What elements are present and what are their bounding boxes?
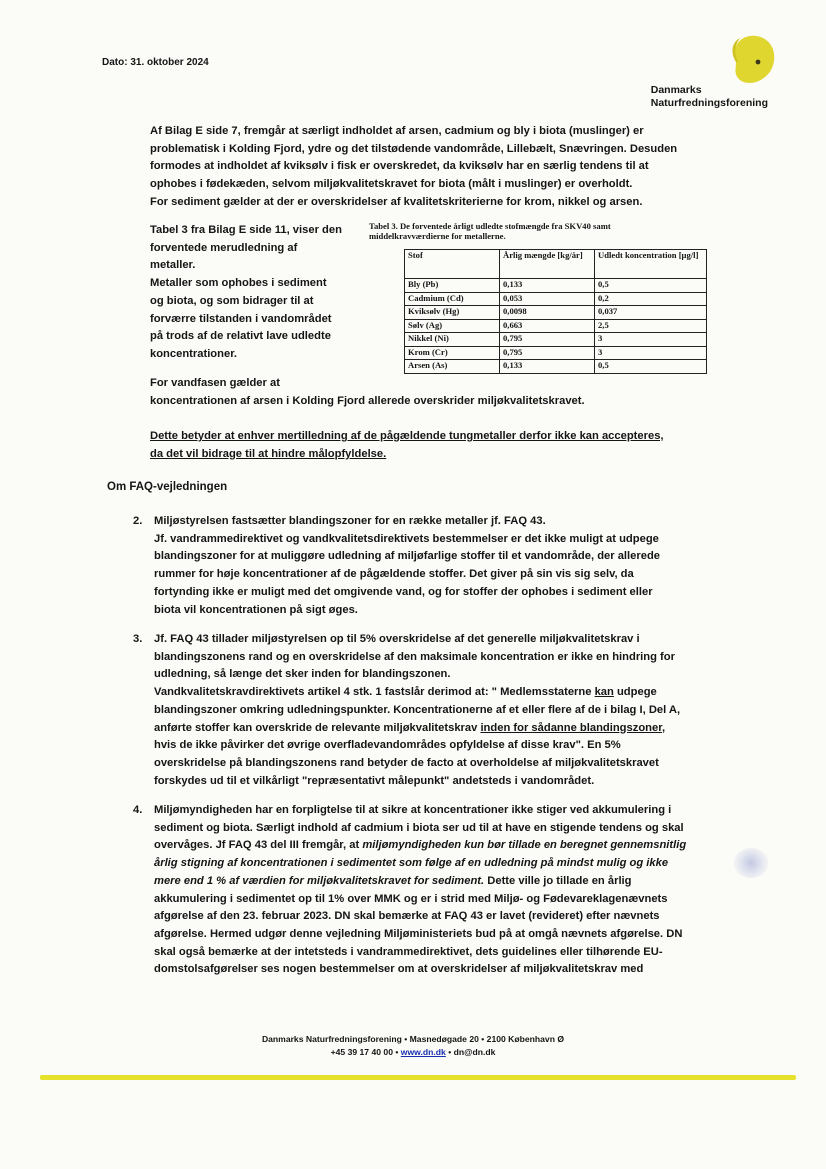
organization-name <box>651 84 768 110</box>
section-heading: Om FAQ-vejledningen <box>107 481 228 493</box>
table-intro-paragraph <box>150 222 365 364</box>
text-line: da det vil bidrage til at hindre målopfyldelse. <box>150 447 387 460</box>
text-line: årlig stigning af koncentrationen i sedimentet som følge af en udledning på mindst mulig og ikke <box>154 857 669 870</box>
text-fragment: Dette ville jo tillade en årlig <box>484 874 632 887</box>
text-line: blandingszonens rand og en overskridelse af den maksimale koncentration er ikke en hindring for <box>154 650 675 663</box>
org-name-line2: Naturfredningsforening <box>650 97 768 109</box>
text-line: koncentrationer. <box>150 347 238 360</box>
text-line: Af Bilag E side 7, fremgår at særligt indholdet af arsen, cadmium og bly i biota (muslinger) er <box>150 125 644 137</box>
footer-contact <box>0 1046 826 1059</box>
conclusion-paragraph <box>150 428 730 463</box>
footer-website-link[interactable]: www.dn.dk <box>400 1047 446 1057</box>
metals-table-block <box>369 221 714 374</box>
text-line <box>154 837 724 855</box>
table-cell: Kviksølv (Hg) <box>405 306 500 320</box>
underlined-text: inden for sådanne blandingszoner <box>480 721 662 734</box>
table-header-cell: Stof <box>405 250 500 279</box>
table-cell: 0,663 <box>500 319 595 333</box>
table-row <box>405 346 707 360</box>
italic-text: miljømyndigheden kun bør tillade en beregnet gennemsnitlig <box>362 839 687 852</box>
table-cell: Cadmium (Cd) <box>405 292 500 306</box>
table-cell: 0,5 <box>595 279 707 293</box>
list-item-body <box>154 631 724 790</box>
text-line: Dette betyder at enhver mertilledning af de pågældende tungmetaller derfor ikke kan accepteres, <box>150 430 664 442</box>
text-line: rummer for høje koncentrationer af de pågældende stoffer. Det giver på sin vis sig selv, da <box>154 568 634 581</box>
document-date: Dato: 31. oktober 2024 <box>102 57 209 68</box>
text-line: For vandfasen gælder at <box>150 377 280 389</box>
list-number: 4. <box>133 804 143 816</box>
text-line: udledning, så længe det sker inden for blandingszonen. <box>154 668 451 681</box>
text-line: sediment og biota. Særligt indhold af cadmium i biota ser ud til at have en stigende tendens og skal <box>154 821 684 834</box>
table-row <box>405 306 707 320</box>
text-line: Tabel 3 fra Bilag E side 11, viser den <box>150 224 342 236</box>
text-line: Miljømyndigheden har en forpligtelse til at sikre at koncentrationer ikke stiger ved akkumulering i <box>154 804 672 816</box>
footer-yellow-bar <box>40 1075 796 1080</box>
text-line: og biota, og som bidrager til at <box>150 294 314 307</box>
list-item-body <box>154 802 724 979</box>
table-cell: 3 <box>595 333 707 347</box>
table-cell: 3 <box>595 346 707 360</box>
table-cell: 0,037 <box>595 306 707 320</box>
list-item-body <box>154 513 724 619</box>
text-line: Metaller som ophobes i sediment <box>150 277 327 290</box>
text-line: forventede merudledning af <box>150 241 298 254</box>
table-cell: 0,5 <box>595 360 707 374</box>
caption-line: Tabel 3. De forventede årligt udledte stofmængde fra SKV40 samt <box>369 221 611 231</box>
table-row <box>405 360 707 374</box>
table-cell: 0,0098 <box>500 306 595 320</box>
text-line: på trods af de relativt lave udledte <box>150 330 331 343</box>
text-line: skal også bemærke at der intetsteds i vandrammedirektivet, dets guidelines eller tilhørende EU- <box>154 945 663 958</box>
text-line: forværre tilstanden i vandområdet <box>150 312 332 325</box>
text-line: problematisk i Kolding Fjord, ydre og det tilstødende vandområde, Lillebælt, Snævringen. Desuden <box>150 142 678 155</box>
footer-email: • dn@dn.dk <box>445 1047 496 1057</box>
list-number: 3. <box>133 633 143 645</box>
text-line: Miljøstyrelsen fastsætter blandingszoner for en række metaller jf. FAQ 43. <box>154 515 546 527</box>
text-fragment: Vandkvalitetskravdirektivets artikel 4 stk. 1 fastslår derimod at: " Medlemsstaterne <box>154 686 595 699</box>
page-footer <box>0 1033 826 1059</box>
water-phase-paragraph <box>150 375 730 410</box>
table-cell: Nikkel (Ni) <box>405 333 500 347</box>
text-line: afgørelse. Hermed udgør denne vejledning Miljøministeriets bud på at omgå nævnets afgørelse. DN <box>154 927 683 940</box>
footer-address: Danmarks Naturfredningsforening • Masnedøgade 20 • 2100 København Ø <box>261 1034 565 1044</box>
text-line: blandingszoner for at muliggøre udledning af miljøfarlige stoffer til et vandområde, der allerede <box>154 550 660 563</box>
table-cell: 0,2 <box>595 292 707 306</box>
text-line: metaller. <box>150 259 196 272</box>
table-row <box>405 279 707 293</box>
table-caption <box>369 221 714 241</box>
intro-paragraph <box>150 123 710 212</box>
table-cell: 0,795 <box>500 346 595 360</box>
table-row <box>405 319 707 333</box>
org-name-line1: Danmarks <box>650 84 702 96</box>
table-header-row <box>405 250 707 279</box>
scan-smudge <box>734 848 768 878</box>
footer-phone: +45 39 17 40 00 • <box>330 1047 401 1057</box>
table-cell: Bly (Pb) <box>405 279 500 293</box>
table-header-cell: Udledt koncentration [µg/l] <box>595 250 707 279</box>
table-cell: Arsen (As) <box>405 360 500 374</box>
table-row <box>405 333 707 347</box>
italic-text: mere end 1 % af værdien for miljøkvalitetskravet for sediment. <box>154 874 485 887</box>
text-line: domstolsafgørelser ses nogen bestemmelser om at overskridelser af miljøkvalitetskrav med <box>154 963 644 976</box>
text-fragment: overvåges. Jf FAQ 43 del III fremgår, at <box>154 839 363 852</box>
text-line: fortynding ikke er muligt med det omgivende vand, og for stoffer der ophobes i sediment eller <box>154 585 653 598</box>
table-row <box>405 292 707 306</box>
text-line: Jf. FAQ 43 tillader miljøstyrelsen op til 5% overskridelse af det generelle miljøkvalitetskrav i <box>154 633 640 645</box>
text-fragment: , <box>661 721 666 734</box>
text-line: overskridelse på blandingszonens rand betyder de facto at overholdelse af miljøkvalitetskravet <box>154 756 659 769</box>
text-line <box>154 684 724 702</box>
dn-butterfly-logo-icon <box>716 32 780 92</box>
text-fragment: anførte stoffer kan overskride de relevante miljøkvalitetskrav <box>154 721 481 734</box>
table-cell: Krom (Cr) <box>405 346 500 360</box>
text-line <box>154 720 724 738</box>
text-line: forskydes ud til et vilkårligt "repræsentativt målepunkt" andetsteds i vandområdet. <box>154 774 595 787</box>
table-header-cell: Årlig mængde [kg/år] <box>500 250 595 279</box>
text-line: hvis de ikke påvirker det øvrige overfladevandområdes opfyldelse af disse krav". En 5% <box>154 739 621 752</box>
table-cell: 0,795 <box>500 333 595 347</box>
text-line: koncentrationen af arsen i Kolding Fjord allerede overskrider miljøkvalitetskravet. <box>150 394 585 407</box>
metals-table <box>404 249 707 374</box>
table-cell: 0,053 <box>500 292 595 306</box>
text-line: biota vil koncentrationen på sigt øges. <box>154 603 358 616</box>
text-line: For sediment gælder at der er overskridelser af kvalitetskriterierne for krom, nikkel og arsen. <box>150 195 643 208</box>
text-line: afgørelse af den 23. februar 2023. DN skal bemærke at FAQ 43 er lavet (revideret) efter nævnets <box>154 910 660 923</box>
text-line: formodes at indholdet af kviksølv i fisk er overskredet, da kviksølv har en særlig tendens til at <box>150 160 649 173</box>
text-line: Jf. vandrammedirektivet og vandkvalitetsdirektivets bestemmelser er det ikke muligt at udpege <box>154 532 659 545</box>
table-cell: 0,133 <box>500 279 595 293</box>
table-cell: 2,5 <box>595 319 707 333</box>
table-cell: 0,133 <box>500 360 595 374</box>
underlined-text: kan <box>594 686 614 699</box>
text-line <box>154 873 724 891</box>
caption-line: middelkravværdierne for metallerne. <box>369 231 506 241</box>
text-line: ophobes i fødekæden, selvom miljøkvalitetskravet for biota (målt i muslinger) er overholdt. <box>150 178 633 191</box>
text-fragment: udpege <box>613 686 657 699</box>
list-number: 2. <box>133 515 143 527</box>
table-cell: Sølv (Ag) <box>405 319 500 333</box>
text-line: blandingszoner omkring udledningspunkter. Koncentrationerne af et eller flere af de i bilag I, Del A, <box>154 703 681 716</box>
text-line: akkumulering i sedimentet op til 1% over MMK og er i strid med Miljø- og Fødevareklagenævnets <box>154 892 668 905</box>
